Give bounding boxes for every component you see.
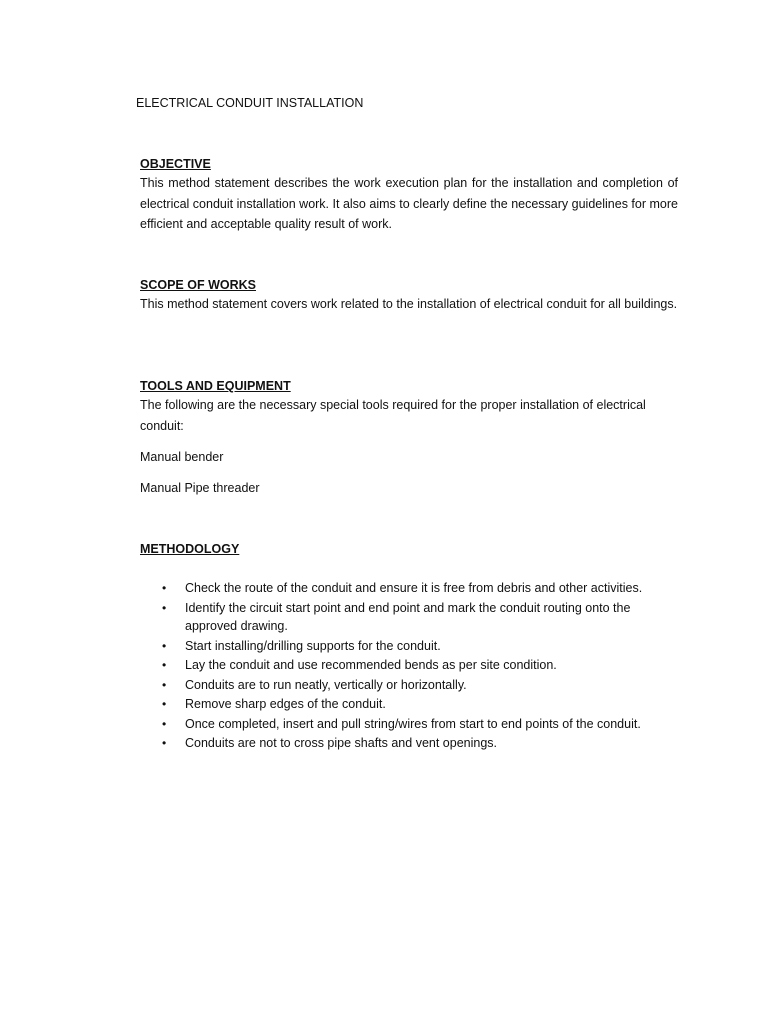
objective-text: This method statement describes the work execution plan for the installation and completion of electrical conduit installation work. It also aims to clearly define the necessary guidelines for more efficient and acceptable quality result of work. — [140, 176, 678, 231]
step-text: Remove sharp edges of the conduit. — [185, 697, 386, 711]
scope-heading: SCOPE OF WORKS — [140, 278, 256, 292]
methodology-step — [140, 656, 680, 675]
step-text: Conduits are to run neatly, vertically or horizontally. — [185, 677, 467, 692]
objective-heading: OBJECTIVE — [140, 157, 211, 171]
methodology-step — [140, 676, 680, 695]
bullet-icon: • — [162, 638, 167, 653]
tool-item: Manual bender — [140, 450, 224, 464]
bullet-icon: • — [162, 716, 167, 731]
methodology-step — [140, 695, 680, 714]
methodology-step — [140, 715, 680, 734]
document-title: ELECTRICAL CONDUIT INSTALLATION — [136, 96, 364, 110]
tools-section — [140, 378, 678, 436]
scope-text: This method statement covers work related to the installation of electrical conduit for all buildings. — [140, 297, 678, 311]
methodology-step — [140, 734, 680, 753]
methodology-section — [140, 541, 678, 558]
bullet-icon: • — [162, 697, 167, 711]
bullet-icon: • — [162, 658, 167, 672]
tool-item: Manual Pipe threader — [140, 481, 260, 495]
bullet-icon: • — [162, 600, 167, 615]
methodology-heading: METHODOLOGY — [140, 542, 240, 556]
step-text: Conduits are not to cross pipe shafts and vent openings. — [185, 736, 497, 750]
step-text: Identify the circuit start point and end point and mark the conduit routing onto the approved drawing. — [185, 600, 631, 633]
step-text: Lay the conduit and use recommended bends as per site condition. — [185, 658, 557, 672]
methodology-list — [140, 579, 680, 754]
step-text: Start installing/drilling supports for the conduit. — [185, 638, 441, 653]
scope-section — [140, 277, 678, 315]
methodology-step — [140, 637, 680, 656]
bullet-icon: • — [162, 736, 167, 750]
bullet-icon: • — [162, 581, 167, 595]
bullet-icon: • — [162, 677, 167, 692]
tools-text: The following are the necessary special tools required for the proper installation of electrical conduit: — [140, 398, 646, 433]
objective-section — [140, 156, 678, 235]
step-text: Check the route of the conduit and ensure it is free from debris and other activities. — [185, 581, 643, 595]
methodology-step — [140, 599, 680, 636]
tools-heading: TOOLS AND EQUIPMENT — [140, 379, 291, 393]
step-text: Once completed, insert and pull string/wires from start to end points of the conduit. — [185, 716, 641, 731]
methodology-step — [140, 579, 680, 598]
